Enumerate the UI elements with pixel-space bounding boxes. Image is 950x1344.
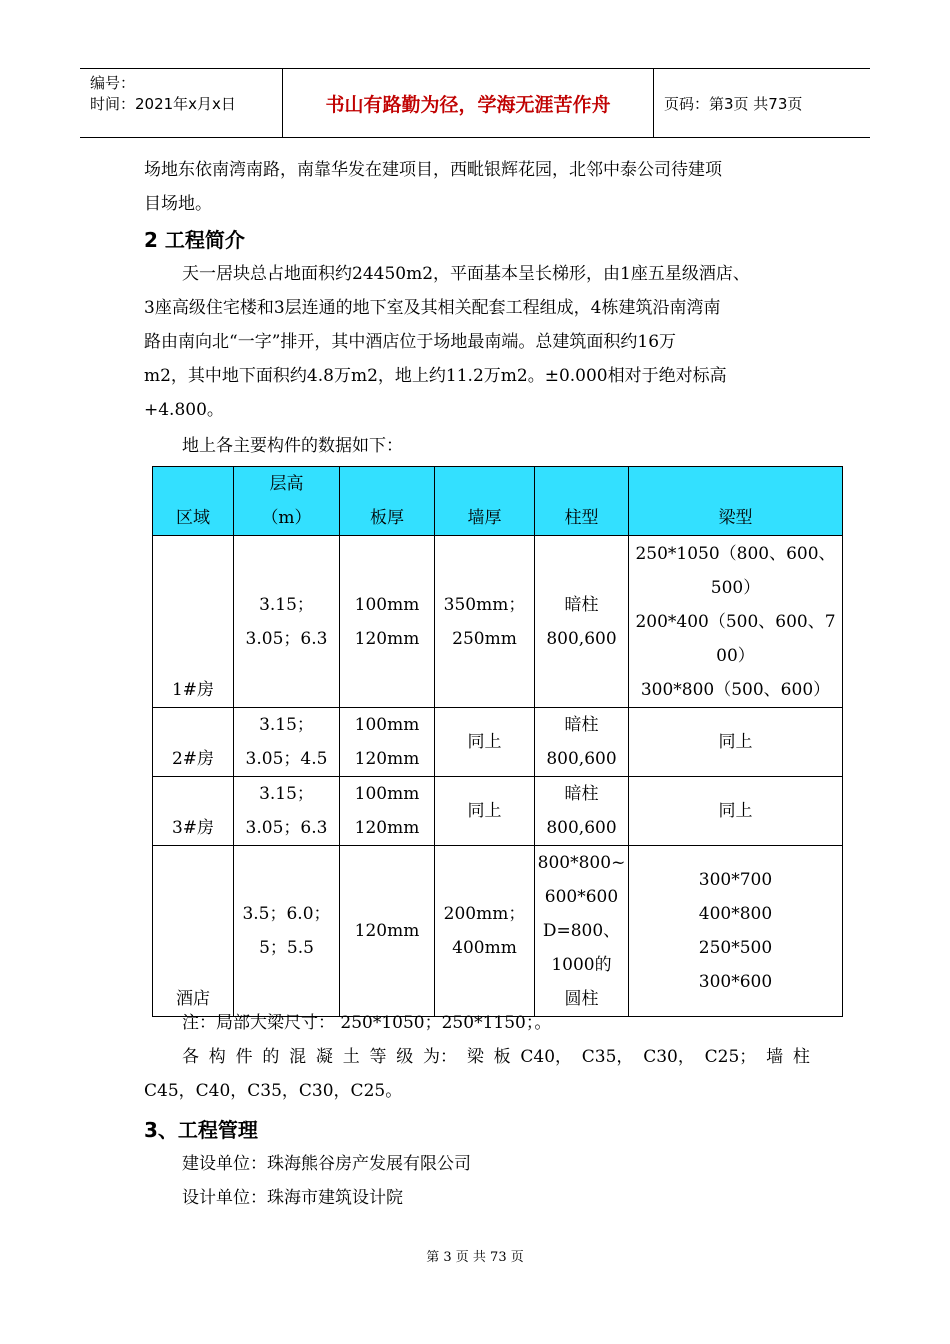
paragraph-line: 3座高级住宅楼和3层连通的地下室及其相关配套工程组成，4栋建筑沿南湾南: [144, 298, 721, 318]
cell-line: D=800、: [542, 921, 621, 941]
grade-word: 构: [208, 1047, 226, 1067]
grade-word: 土: [342, 1047, 360, 1067]
slab-cell: [340, 536, 435, 708]
cell-line: 圆柱: [564, 989, 599, 1009]
slab-cell: [340, 777, 435, 846]
cell-line: 5；5.5: [259, 938, 314, 958]
grade-word: 柱: [792, 1047, 810, 1067]
cell-line: 800*800~: [537, 853, 626, 873]
table-row: [153, 536, 843, 708]
paragraph-line: m2，其中地下面积约4.8万m2，地上约11.2万m2。±0.000相对于绝对标高: [144, 366, 727, 386]
cell-line: 3.15；: [259, 715, 314, 735]
zone-cell: 2#房: [153, 708, 234, 777]
concrete-grade-line-2: [144, 1074, 824, 1108]
cell-line: 100mm: [354, 594, 420, 615]
note-text: 注：局部大梁尺寸： 250*1050；250*1150；。: [182, 1013, 552, 1033]
table-row: [153, 777, 843, 846]
section-2-title: 2 工程简介: [144, 228, 245, 252]
intro-paragraph: [144, 153, 824, 221]
paragraph-line: 天一居块总占地面积约24450m2，平面基本呈长梯形，由1座五星级酒店、: [182, 264, 750, 284]
number-label: 编号：: [90, 74, 136, 92]
cell-line: 3.05；6.3: [245, 818, 328, 838]
wall-cell: [435, 846, 535, 1017]
column-cell: [535, 777, 629, 846]
cell-line: 100mm: [354, 715, 420, 735]
height-cell: [234, 846, 340, 1017]
grade-word: 混: [289, 1047, 307, 1067]
header-zone: 区域: [153, 467, 234, 536]
grade-word: 等: [369, 1047, 387, 1067]
table-intro-text: 地上各主要构件的数据如下：: [182, 436, 403, 456]
beam-cell: 同上: [629, 708, 843, 777]
beam-cell: [629, 846, 843, 1017]
owner-text: 建设单位：珠海熊谷房产发展有限公司: [182, 1154, 471, 1174]
header-height: [234, 467, 340, 536]
motto: 书山有路勤为径，学海无涯苦作舟: [283, 69, 654, 137]
wall-cell: 同上: [435, 708, 535, 777]
grade-word: 为：: [423, 1047, 458, 1067]
grade-word: 梁: [466, 1047, 484, 1067]
intro-line: 目场地。: [144, 194, 212, 214]
cell-line: 暗柱: [564, 715, 599, 735]
cell-line: 1000的: [551, 955, 612, 975]
beam-cell: 同上: [629, 777, 843, 846]
zone-cell: 酒店: [153, 846, 234, 1017]
cell-line: 600*600: [544, 887, 619, 907]
table-row: [153, 846, 843, 1017]
page-footer: 第 3 页 共 73 页: [426, 1250, 524, 1265]
cell-line: 800,600: [546, 749, 617, 769]
cell-line: 400*800: [698, 904, 773, 924]
cell-line: 400mm: [452, 938, 517, 958]
cell-line: 120mm: [354, 818, 420, 838]
cell-line: 120mm: [354, 628, 420, 649]
column-cell: [535, 536, 629, 708]
header-slab: 板厚: [340, 467, 435, 536]
owner-line: [144, 1147, 824, 1181]
height-cell: [234, 708, 340, 777]
cell-line: 暗柱: [564, 594, 599, 615]
grade-word: 的: [262, 1047, 280, 1067]
column-cell: [535, 708, 629, 777]
grade-word: 板: [493, 1047, 511, 1067]
zone-cell: 3#房: [153, 777, 234, 846]
cell-line: 300*800（500、600）: [640, 679, 831, 700]
page-header: [80, 68, 870, 138]
cell-line: 3.15；: [259, 784, 314, 804]
paragraph-line: 路由南向北“一字”排开，其中酒店位于场地最南端。总建筑面积约16万: [144, 332, 677, 352]
cell-line: 3.5；6.0；: [242, 904, 331, 924]
cell-line: 3.05；6.3: [245, 628, 328, 649]
cell-line: 200*400（500、600、7: [635, 611, 836, 632]
grade-line-2-text: C45，C40，C35，C30，C25。: [144, 1081, 403, 1101]
beam-cell: [629, 536, 843, 708]
header-beam: 梁型: [629, 467, 843, 536]
paragraph-line: +4.800。: [144, 400, 224, 420]
cell-line: 250*500: [698, 938, 773, 958]
cell-line: 300*700: [698, 870, 773, 890]
slab-cell: 120mm: [340, 846, 435, 1017]
cell-line: 350mm；: [443, 594, 526, 615]
cell-line: 00）: [716, 645, 755, 666]
table-row: [153, 708, 843, 777]
grade-word: C35，: [581, 1047, 634, 1067]
table-intro: [144, 429, 824, 463]
grade-word: C25；: [704, 1047, 757, 1067]
cell-line: 3.15；: [259, 594, 314, 615]
component-table: [152, 466, 843, 1017]
page-info: 页码：第3页 共73页: [664, 94, 803, 113]
cell-line: 100mm: [354, 784, 420, 804]
cell-line: 暗柱: [564, 784, 599, 804]
zone-cell: 1#房: [153, 536, 234, 708]
beam-size-note: [144, 1006, 824, 1040]
cell-line: 200mm；: [443, 904, 526, 924]
grade-word: 各: [182, 1047, 199, 1067]
intro-line: 场地东依南湾南路，南靠华发在建项目，西毗银辉花园，北邻中泰公司待建项: [144, 160, 722, 180]
designer-line: [144, 1181, 824, 1215]
cell-line: 120mm: [354, 749, 420, 769]
grade-word: 级: [396, 1047, 414, 1067]
grade-word: 凝: [315, 1047, 333, 1067]
grade-word: 墙: [766, 1047, 784, 1067]
header-left-cell: [80, 69, 283, 137]
cell-line: 800,600: [546, 818, 617, 838]
section-2-paragraph: [144, 257, 824, 427]
designer-text: 设计单位：珠海市建筑设计院: [182, 1188, 403, 1208]
section-3-title: 3、工程管理: [144, 1118, 258, 1142]
header-height-unit: （m）: [261, 508, 312, 528]
cell-line: 250mm: [452, 628, 517, 649]
wall-cell: [435, 536, 535, 708]
height-cell: [234, 536, 340, 708]
grade-word: C30，: [643, 1047, 695, 1067]
cell-line: 3.05；4.5: [245, 749, 328, 769]
header-height-line: 层高: [269, 474, 304, 494]
header-column: 柱型: [535, 467, 629, 536]
cell-line: 300*600: [698, 972, 773, 992]
slab-cell: [340, 708, 435, 777]
grade-word: C40，: [520, 1047, 573, 1067]
wall-cell: 同上: [435, 777, 535, 846]
header-wall: 墙厚: [435, 467, 535, 536]
height-cell: [234, 777, 340, 846]
table-header-row: [153, 467, 843, 536]
grade-word: 件: [235, 1047, 253, 1067]
concrete-grade-line: [182, 1040, 810, 1074]
column-cell: [535, 846, 629, 1017]
cell-line: 800,600: [546, 628, 617, 649]
cell-line: 250*1050（800、600、: [635, 543, 836, 564]
date-label: 时间：2021年x月x日: [90, 95, 236, 113]
cell-line: 500）: [710, 577, 761, 598]
